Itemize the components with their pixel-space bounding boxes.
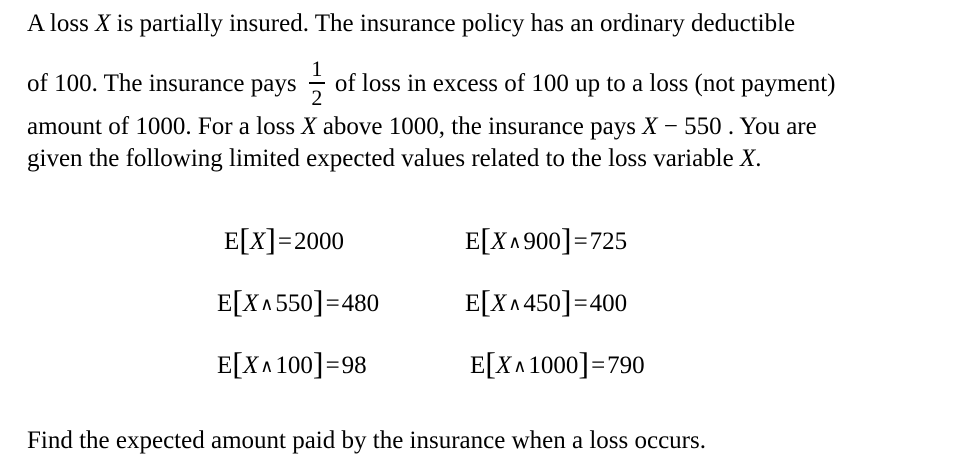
variable-x: X — [490, 290, 507, 317]
variable-x: X — [739, 145, 756, 172]
expectation-operator: E — [217, 290, 233, 317]
expectation-1 — [465, 223, 627, 258]
variable-x: X — [249, 228, 266, 255]
text-segment: . — [755, 145, 762, 172]
expectation-5 — [470, 347, 645, 382]
fraction-numerator: 1 — [311, 56, 323, 81]
variable-x: X — [642, 113, 658, 140]
left-bracket: [ — [480, 221, 491, 257]
equals-sign: = — [277, 228, 292, 255]
problem-line-3 — [27, 113, 817, 141]
limit-value: 1000 — [528, 352, 579, 379]
text-segment: A loss — [27, 10, 96, 37]
minimum-wedge-icon: ∧ — [260, 356, 274, 376]
expectation-0 — [224, 223, 344, 257]
variable-x: X — [95, 10, 111, 37]
expectation-value: 725 — [589, 228, 628, 255]
text-segment: of 100. The insurance pays — [27, 69, 303, 97]
limit-value: 900 — [523, 228, 561, 255]
variable-x: X — [495, 352, 512, 379]
equals-sign: = — [573, 228, 588, 255]
minimum-wedge-icon: ∧ — [508, 232, 522, 252]
expectation-value: 790 — [607, 352, 645, 379]
text-segment: − 550 . You are — [657, 113, 817, 140]
text-segment: amount of 1000. For a loss — [27, 113, 302, 140]
equals-sign: = — [573, 290, 588, 317]
expectation-operator: E — [217, 352, 233, 379]
equals-sign: = — [325, 290, 340, 317]
problem-line-4 — [27, 145, 762, 173]
right-bracket: ] — [312, 283, 324, 319]
expectation-3 — [465, 285, 627, 320]
minimum-wedge-icon: ∧ — [508, 294, 522, 314]
variable-x: X — [301, 113, 317, 140]
expectation-value: 400 — [589, 290, 628, 317]
variable-x: X — [490, 228, 507, 255]
right-bracket: ] — [578, 345, 590, 381]
limit-value: 550 — [275, 290, 313, 317]
expectation-4 — [217, 347, 367, 382]
right-bracket: ] — [265, 221, 276, 257]
minimum-wedge-icon: ∧ — [260, 294, 274, 314]
problem-line-2 — [27, 56, 836, 111]
expectation-value: 480 — [341, 290, 380, 317]
right-bracket: ] — [560, 221, 572, 257]
equals-sign: = — [591, 352, 606, 379]
equals-sign: = — [325, 352, 340, 379]
expectation-operator: E — [470, 352, 486, 379]
fraction-one-half — [309, 58, 325, 109]
minimum-wedge-icon: ∧ — [513, 356, 527, 376]
left-bracket: [ — [480, 283, 491, 319]
left-bracket: [ — [485, 345, 496, 381]
expectation-operator: E — [224, 228, 240, 255]
expectation-operator: E — [465, 290, 481, 317]
left-bracket: [ — [239, 221, 250, 257]
variable-x: X — [242, 352, 259, 379]
right-bracket: ] — [312, 345, 324, 381]
problem-line-1 — [27, 10, 795, 38]
expectation-2 — [217, 285, 379, 320]
text-segment: is partially insured. The insurance policy has an ordinary deductible — [110, 10, 796, 37]
expectation-value: 2000 — [293, 228, 344, 255]
question-text: Find the expected amount paid by the insurance when a loss occurs. — [27, 427, 706, 454]
text-segment: above 1000, the insurance pays — [316, 113, 643, 140]
expectation-value: 98 — [341, 352, 367, 379]
fraction-bar — [309, 82, 325, 84]
text-segment: of loss in excess of 100 up to a loss (not payment) — [334, 69, 836, 97]
limit-value: 450 — [523, 290, 561, 317]
right-bracket: ] — [560, 283, 572, 319]
text-segment: given the following limited expected values related to the loss variable — [27, 145, 740, 172]
left-bracket: [ — [232, 345, 243, 381]
limit-value: 100 — [275, 352, 313, 379]
fraction-denominator: 2 — [311, 84, 323, 110]
left-bracket: [ — [232, 283, 243, 319]
variable-x: X — [242, 290, 259, 317]
expectation-operator: E — [465, 228, 481, 255]
